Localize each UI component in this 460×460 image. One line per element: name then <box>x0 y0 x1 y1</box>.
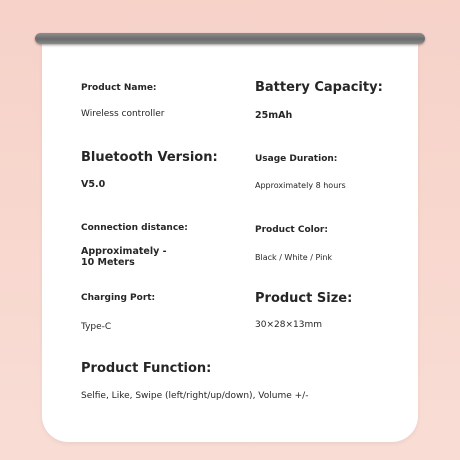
spec-card <box>42 40 418 442</box>
battery-capacity-label: Battery Capacity: <box>255 80 383 95</box>
bluetooth-version-label: Bluetooth Version: <box>81 150 218 165</box>
product-color-label: Product Color: <box>255 225 328 235</box>
usage-duration-label: Usage Duration: <box>255 154 338 164</box>
product-color-value: Black / White / Pink <box>255 253 333 262</box>
hanger-bar <box>35 33 425 44</box>
connection-distance-value-line1: Approximately - <box>81 246 167 257</box>
connection-distance-label: Connection distance: <box>81 223 188 233</box>
product-size-label: Product Size: <box>255 291 353 306</box>
connection-distance-value-line2: 10 Meters <box>81 257 135 268</box>
product-name-value: Wireless controller <box>81 109 165 119</box>
bluetooth-version-value: V5.0 <box>81 179 106 190</box>
battery-capacity-value: 25mAh <box>255 110 293 121</box>
product-name-label: Product Name: <box>81 83 157 93</box>
product-function-value: Selfie, Like, Swipe (left/right/up/down), Volume +/- <box>81 391 309 401</box>
charging-port-label: Charging Port: <box>81 293 156 303</box>
product-size-value: 30×28×13mm <box>255 320 322 330</box>
usage-duration-value: Approximately 8 hours <box>255 181 346 190</box>
charging-port-value: Type-C <box>81 322 112 332</box>
product-function-label: Product Function: <box>81 361 212 376</box>
